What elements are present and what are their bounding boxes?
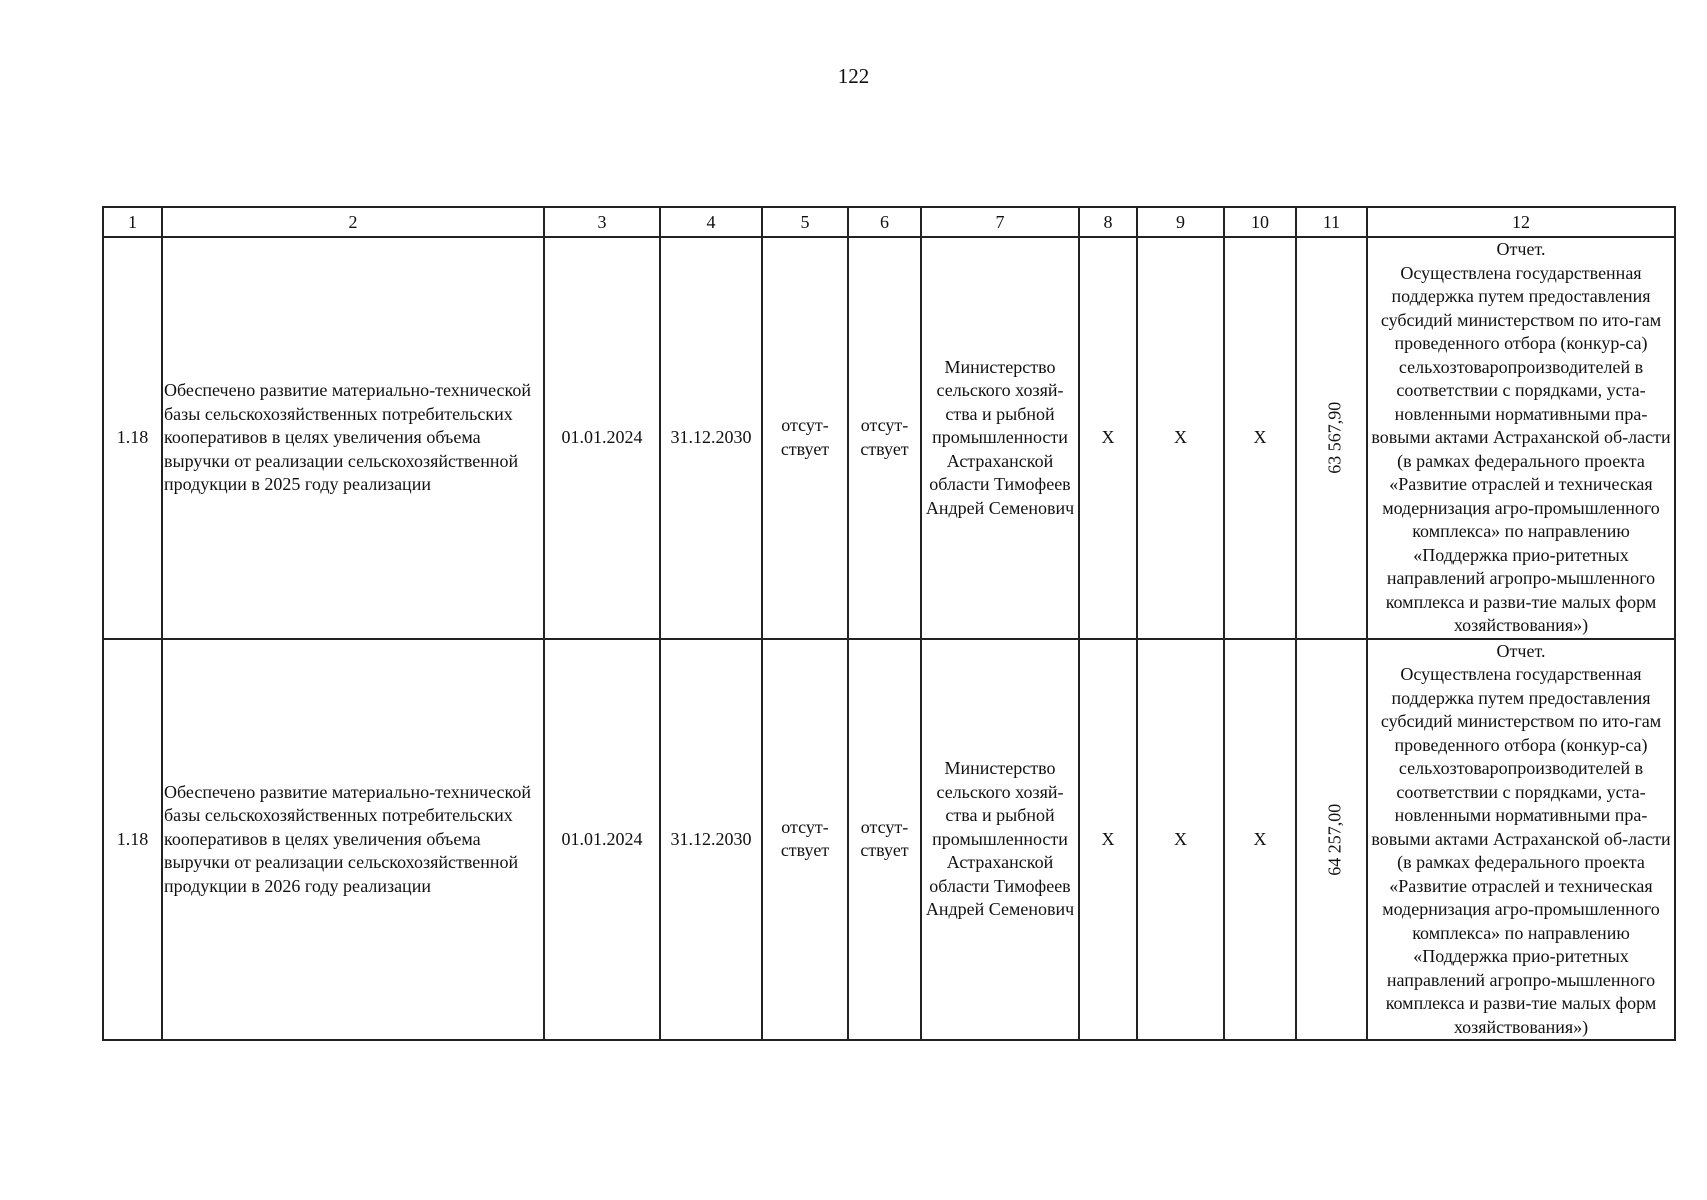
funding-amount: 64 257,00 xyxy=(1324,803,1345,876)
header-cell: 5 xyxy=(762,207,848,237)
column-6-value: отсут-ствует xyxy=(848,639,921,1041)
column-number-row xyxy=(103,207,1675,237)
report-text: Осуществлена государственная поддержка путем предоставления субсидий министерством по ито-гам проведенного отбора (конкур-са) сельхозтоваропроизводителей в соответствии с порядками, уста-новленными нормативными пра-вовыми актами Астраханской об-ласти (в рамках федерального проекта «Развитие отраслей и техническая модернизация агро-промышленного комплекса» по направлению «Поддержка прио-ритетных направлений агропро-мышленного комплекса и разви-тие малых форм хозяйствования») xyxy=(1371,262,1671,635)
funding-amount: 63 567,90 xyxy=(1324,401,1345,474)
page-number: 122 xyxy=(837,64,870,88)
report-cell xyxy=(1367,639,1675,1041)
funding-amount-cell xyxy=(1296,639,1367,1041)
header-cell: 6 xyxy=(848,207,921,237)
report-text: Осуществлена государственная поддержка путем предоставления субсидий министерством по ито-гам проведенного отбора (конкур-са) сельхозтоваропроизводителей в соответствии с порядками, уста-новленными нормативными пра-вовыми актами Астраханской об-ласти (в рамках федерального проекта «Развитие отраслей и техническая модернизация агро-промышленного комплекса» по направлению «Поддержка прио-ритетных направлений агропро-мышленного комплекса и разви-тие малых форм хозяйствования») xyxy=(1371,664,1671,1037)
column-10-mark: X xyxy=(1224,639,1296,1041)
end-date: 31.12.2030 xyxy=(660,639,762,1041)
start-date: 01.01.2024 xyxy=(544,237,660,639)
header-cell: 10 xyxy=(1224,207,1296,237)
responsible-executor: Министерство сельского хозяй-ства и рыбной промышленности Астраханской области Тимофеев Андрей Семенович xyxy=(921,237,1079,639)
report-cell xyxy=(1367,237,1675,639)
event-description: Обеспечено развитие материально-технической базы сельскохозяйственных потребительских кооперативов в целях увеличения объема выручки от реализации сельскохозяйственной продукции в 2026 году реализации xyxy=(162,639,544,1041)
header-cell: 12 xyxy=(1367,207,1675,237)
header-cell: 9 xyxy=(1137,207,1224,237)
start-date: 01.01.2024 xyxy=(544,639,660,1041)
funding-amount-cell xyxy=(1296,237,1367,639)
header-cell: 3 xyxy=(544,207,660,237)
event-description: Обеспечено развитие материально-технической базы сельскохозяйственных потребительских кооперативов в целях увеличения объема выручки от реализации сельскохозяйственной продукции в 2025 году реализации xyxy=(162,237,544,639)
row-number: 1.18 xyxy=(103,237,162,639)
table-row xyxy=(103,639,1675,1041)
column-9-mark: X xyxy=(1137,237,1224,639)
column-5-value: отсут-ствует xyxy=(762,639,848,1041)
header-cell: 1 xyxy=(103,207,162,237)
column-6-value: отсут-ствует xyxy=(848,237,921,639)
column-8-mark: X xyxy=(1079,237,1137,639)
row-number: 1.18 xyxy=(103,639,162,1041)
header-cell: 7 xyxy=(921,207,1079,237)
column-10-mark: X xyxy=(1224,237,1296,639)
report-title: Отчет. xyxy=(1496,239,1546,259)
end-date: 31.12.2030 xyxy=(660,237,762,639)
table-row xyxy=(103,237,1675,639)
column-5-value: отсут-ствует xyxy=(762,237,848,639)
report-title: Отчет. xyxy=(1496,640,1546,661)
header-cell: 8 xyxy=(1079,207,1137,237)
header-cell: 2 xyxy=(162,207,544,237)
responsible-executor: Министерство сельского хозяй-ства и рыбной промышленности Астраханской области Тимофеев Андрей Семенович xyxy=(921,639,1079,1041)
header-cell: 11 xyxy=(1296,207,1367,237)
program-table xyxy=(102,206,1676,1041)
header-cell: 4 xyxy=(660,207,762,237)
column-9-mark: X xyxy=(1137,639,1224,1041)
column-8-mark: X xyxy=(1079,639,1137,1041)
